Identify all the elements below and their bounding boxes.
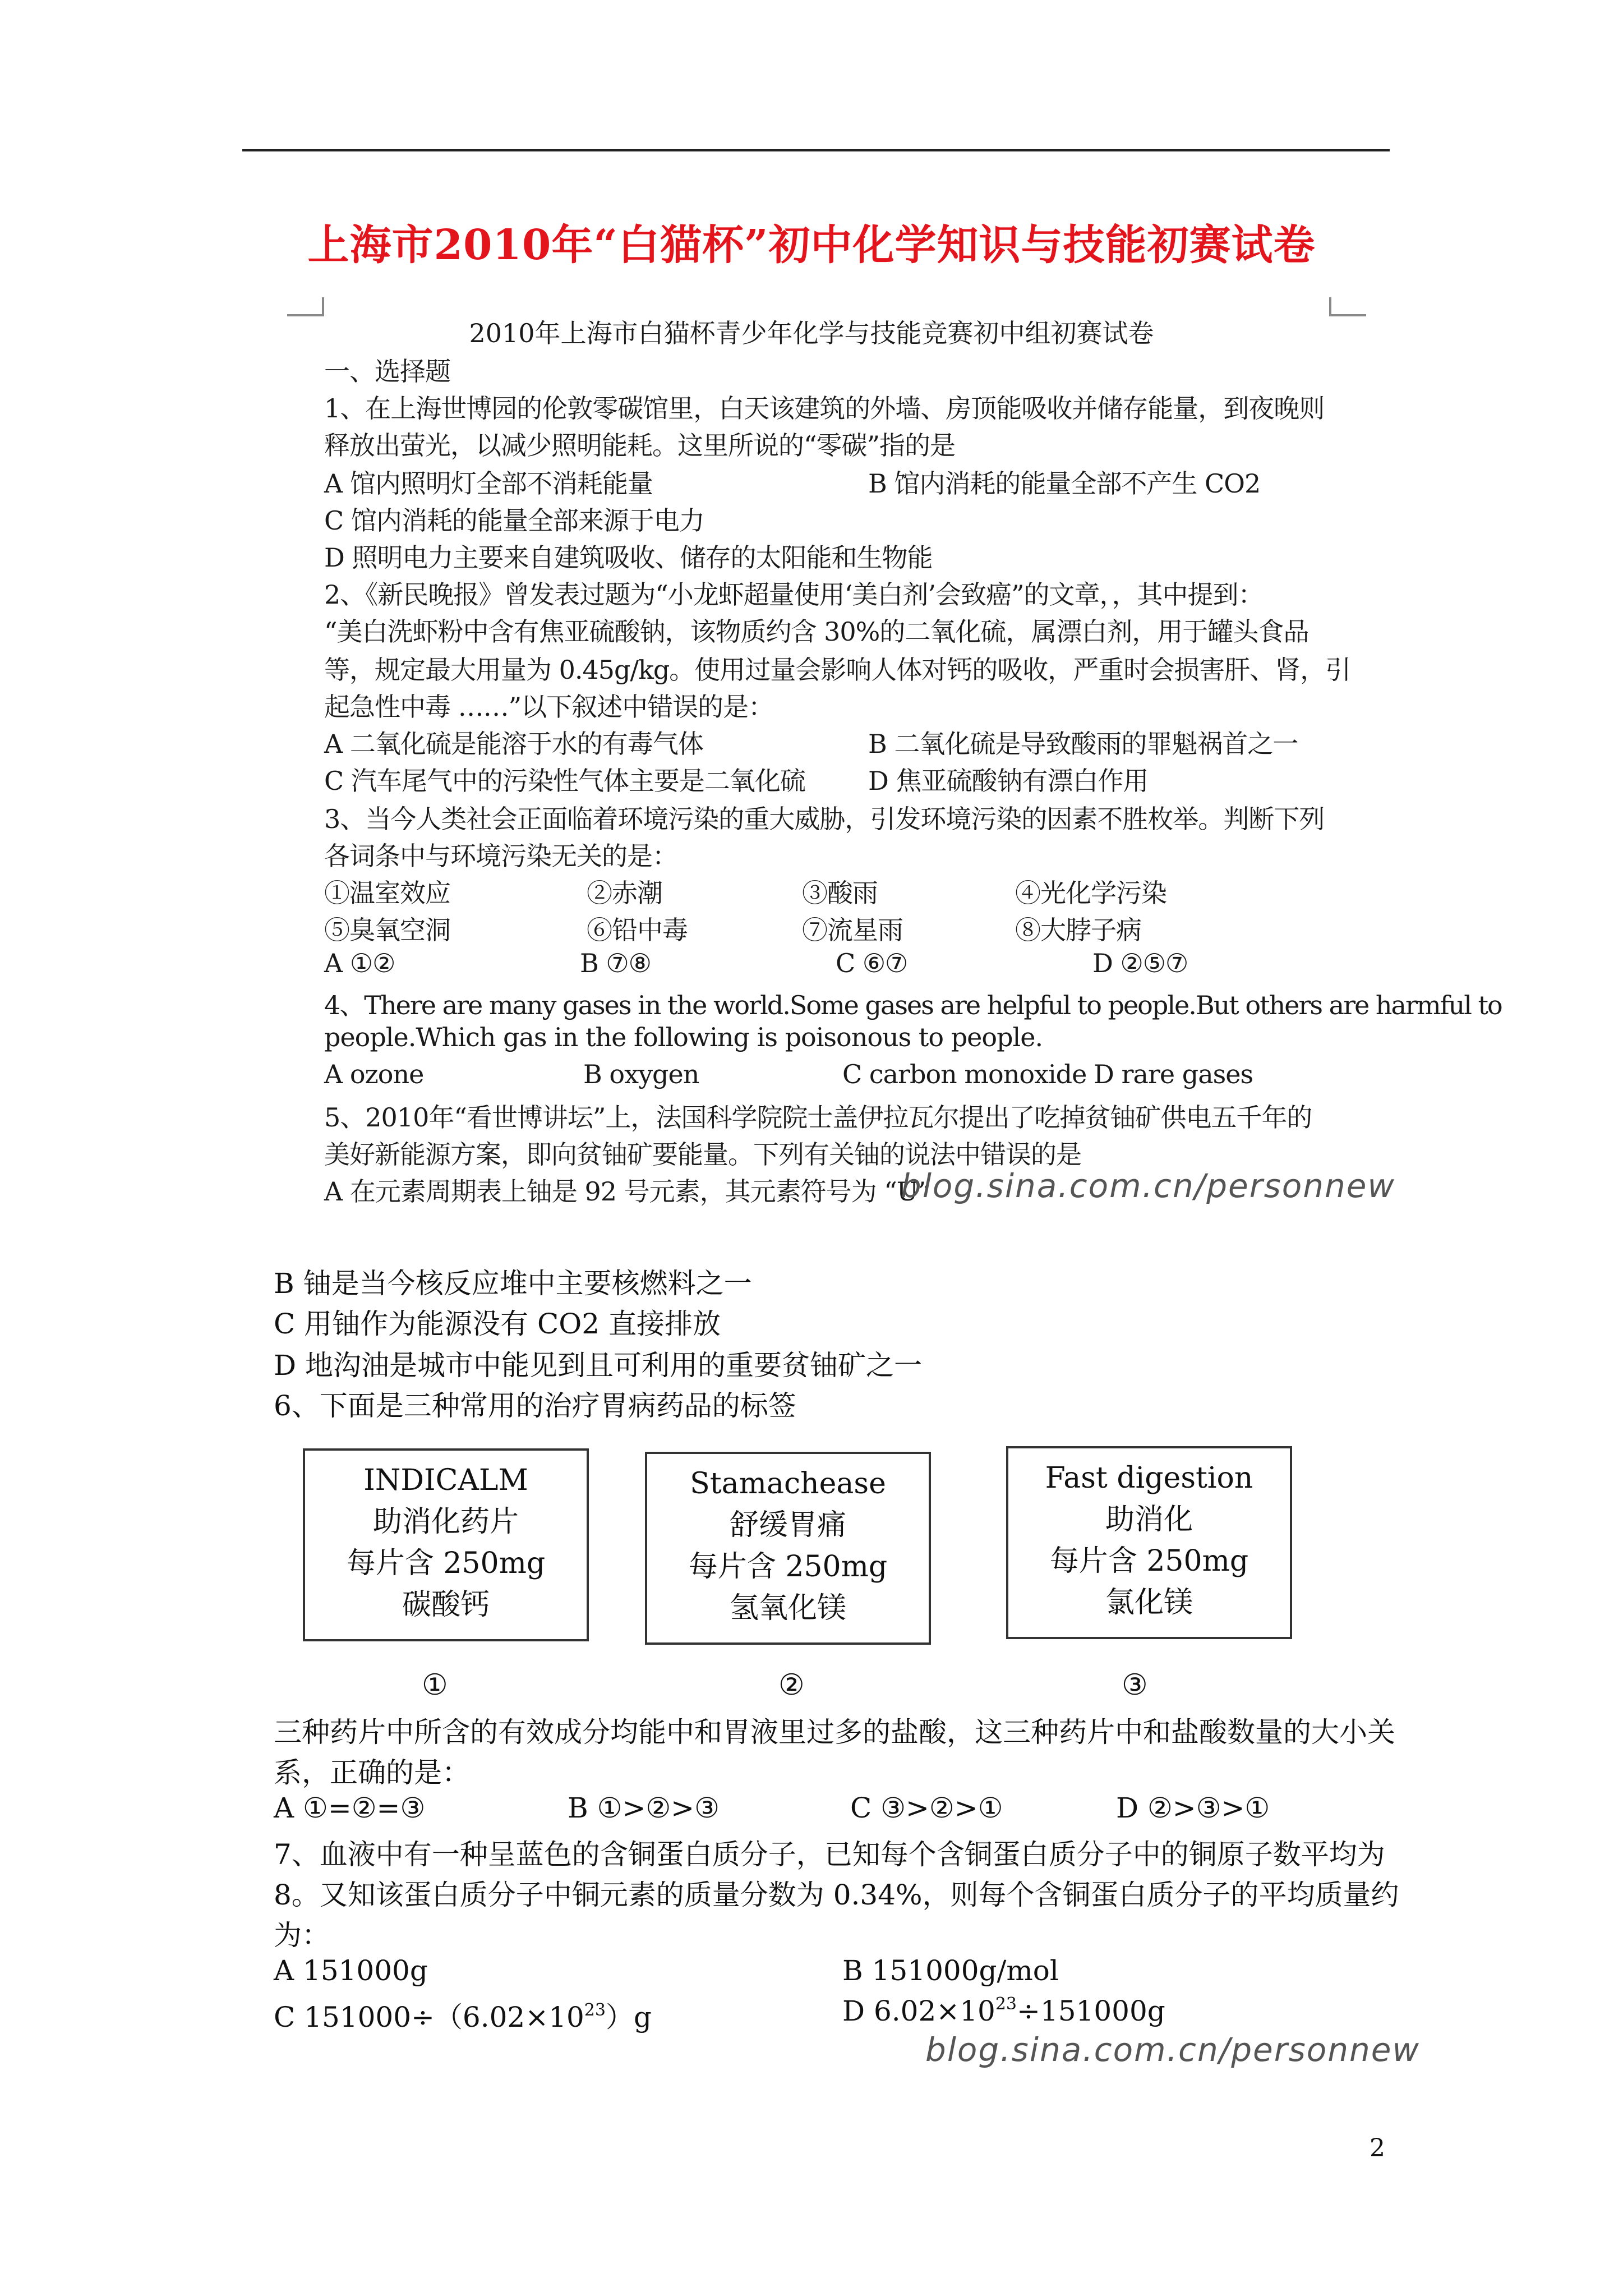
q1-stem-line2: 释放出萤光，以减少照明能耗。这里所说的“零碳”指的是 [324, 430, 956, 461]
q3-option-a: A ①② [324, 948, 395, 978]
drug-name: INDICALM [363, 1464, 528, 1497]
q4-stem-line1: 4、There are many gases in the world.Some gases are helpful to people.But others are harmful to [324, 990, 1502, 1020]
q2-option-b: B 二氧化硫是导致酸雨的罪魁祸首之一 [868, 729, 1298, 759]
q2-option-c: C 汽车尾气中的污染性气体主要是二氧化硫 [324, 766, 805, 796]
document-title: 上海市2010年“白猫杯”初中化学知识与技能初赛试卷 [307, 221, 1316, 269]
q4-stem-line2: people.Which gas in the following is poisonous to people. [324, 1022, 1043, 1052]
drug-label-number: ① [422, 1668, 448, 1702]
exam-title: 2010年上海市白猫杯青少年化学与技能竞赛初中组初赛试卷 [469, 318, 1154, 348]
drug-label-3 [1006, 1446, 1292, 1639]
q1-option-b: B 馆内消耗的能量全部不产生 CO2 [868, 468, 1261, 499]
q5-stem-line1: 5、2010年“看世博讲坛”上，法国科学院院士盖伊拉瓦尔提出了吃掉贫铀矿供电五千年的 [324, 1102, 1312, 1133]
drug-label-1 [303, 1448, 589, 1641]
q2-stem-line3: 等，规定最大用量为 0.45g/kg。使用过量会影响人体对钙的吸收，严重时会损害肝、肾，引 [324, 655, 1351, 685]
drug-name: Fast digestion [1045, 1461, 1253, 1495]
q3-item: ④光化学污染 [1015, 878, 1166, 908]
q3-item: ①温室效应 [324, 878, 450, 908]
drug-label-2 [645, 1452, 931, 1645]
header-rule [242, 149, 1390, 151]
q7-stem-line3: 为： [274, 1919, 330, 1952]
drug-name: Stamachease [690, 1467, 886, 1501]
drug-use: 助消化 [1105, 1503, 1193, 1536]
q5-option-d: D 地沟油是城市中能见到且可利用的重要贫铀矿之一 [274, 1349, 922, 1382]
q5-stem-line2: 美好新能源方案，即向贫铀矿要能量。下列有关铀的说法中错误的是 [324, 1139, 1081, 1170]
watermark: blog.sina.com.cn/personnew [925, 2031, 1420, 2069]
q4-option-d: D rare gases [1094, 1059, 1253, 1089]
drug-use: 助消化药片 [372, 1505, 519, 1539]
drug-ingredient: 碳酸钙 [402, 1588, 490, 1622]
drug-ingredient: 氢氧化镁 [729, 1591, 846, 1625]
q2-option-a: A 二氧化硫是能溶于水的有毒气体 [324, 729, 703, 759]
q6-question-line1: 三种药片中所含的有效成分均能中和胃液里过多的盐酸，这三种药片中和盐酸数量的大小关 [274, 1716, 1395, 1749]
q3-option-d: D ②⑤⑦ [1092, 948, 1188, 978]
q4-option-b: B oxygen [583, 1059, 699, 1089]
q7-option-a: A 151000g [274, 1954, 428, 1987]
watermark: blog.sina.com.cn/personnew [901, 1167, 1395, 1205]
q6-option-d: D ②>③>① [1116, 1792, 1270, 1824]
q7-option-c-base: C 151000÷（6.02×10 [274, 2001, 584, 2033]
drug-dose: 每片含 250mg [1049, 1544, 1249, 1578]
q6-option-a: A ①=②=③ [274, 1792, 426, 1824]
q3-item: ⑤臭氧空洞 [324, 915, 450, 945]
q3-item: ⑥铅中毒 [587, 915, 688, 945]
q7-option-d-base: D 6.02×10 [842, 1995, 995, 2027]
drug-label-number: ② [778, 1668, 805, 1702]
q3-stem-line2: 各词条中与环境污染无关的是： [324, 841, 677, 871]
q6-question-line2: 系，正确的是： [274, 1756, 470, 1789]
q6-option-c: C ③>②>① [850, 1792, 1003, 1824]
q5-option-c: C 用铀作为能源没有 CO2 直接排放 [274, 1308, 721, 1340]
q7-option-d-tail: ÷151000g [1017, 1995, 1165, 2027]
q3-option-c: C ⑥⑦ [836, 948, 908, 978]
q7-stem-line2: 8。又知该蛋白质分子中铜元素的质量分数为 0.34%，则每个含铜蛋白质分子的平均质量约 [274, 1879, 1399, 1911]
q6-stem: 6、下面是三种常用的治疗胃病药品的标签 [274, 1389, 796, 1422]
q2-option-d: D 焦亚硫酸钠有漂白作用 [868, 766, 1149, 796]
q7-option-d-exponent: 23 [995, 1994, 1017, 2014]
q1-option-d: D 照明电力主要来自建筑吸收、储存的太阳能和生物能 [324, 542, 933, 573]
q3-option-b: B ⑦⑧ [580, 948, 651, 978]
q3-item: ⑦流星雨 [802, 915, 903, 945]
q7-option-c-exponent: 23 [584, 2000, 606, 2020]
q3-item: ⑧大脖子病 [1015, 915, 1141, 945]
q3-item: ②赤潮 [587, 878, 662, 908]
drug-dose: 每片含 250mg [346, 1547, 546, 1580]
q5-option-a: A 在元素周期表上铀是 92 号元素，其元素符号为 “U” [324, 1176, 931, 1207]
q7-stem-line1: 7、血液中有一种呈蓝色的含铜蛋白质分子，已知每个含铜蛋白质分子中的铜原子数平均为 [274, 1838, 1385, 1871]
q6-option-b: B ①>②>③ [568, 1792, 720, 1824]
q7-option-b: B 151000g/mol [842, 1954, 1059, 1987]
page-number: 2 [1370, 2134, 1385, 2162]
q7-option-d [842, 1995, 1165, 2027]
section-heading: 一、选择题 [324, 356, 450, 386]
q7-option-c-tail: ）g [605, 2001, 652, 2033]
q2-stem-line1: 2、《新民晚报》曾发表过题为“小龙虾超量使用‘美白剂’会致癌”的文章，，其中提到： [324, 579, 1264, 610]
q7-option-c [274, 1995, 652, 2035]
q1-option-a: A 馆内照明灯全部不消耗能量 [324, 468, 653, 499]
q4-option-a: A ozone [324, 1059, 424, 1089]
drug-use: 舒缓胃痛 [729, 1508, 846, 1542]
q5-option-b: B 铀是当今核反应堆中主要核燃料之一 [274, 1267, 752, 1300]
drug-ingredient: 氯化镁 [1105, 1586, 1193, 1619]
q2-stem-line4: 起急性中毒 ……”以下叙述中错误的是： [324, 692, 774, 722]
q1-stem-line1: 1、在上海世博园的伦敦零碳馆里，白天该建筑的外墙、房顶能吸收并储存能量，到夜晚则 [324, 393, 1325, 424]
drug-label-number: ③ [1122, 1668, 1148, 1702]
q4-option-c: C carbon monoxide [842, 1059, 1087, 1089]
q3-stem-line1: 3、当今人类社会正面临着环境污染的重大威胁，引发环境污染的因素不胜枚举。判断下列 [324, 804, 1325, 834]
q1-option-c: C 馆内消耗的能量全部来源于电力 [324, 505, 704, 536]
q3-item: ③酸雨 [802, 878, 878, 908]
drug-dose: 每片含 250mg [688, 1550, 888, 1584]
q2-stem-line2: “美白洗虾粉中含有焦亚硫酸钠，该物质约含 30%的二氧化硫，属漂白剂，用于罐头食品 [324, 616, 1309, 647]
